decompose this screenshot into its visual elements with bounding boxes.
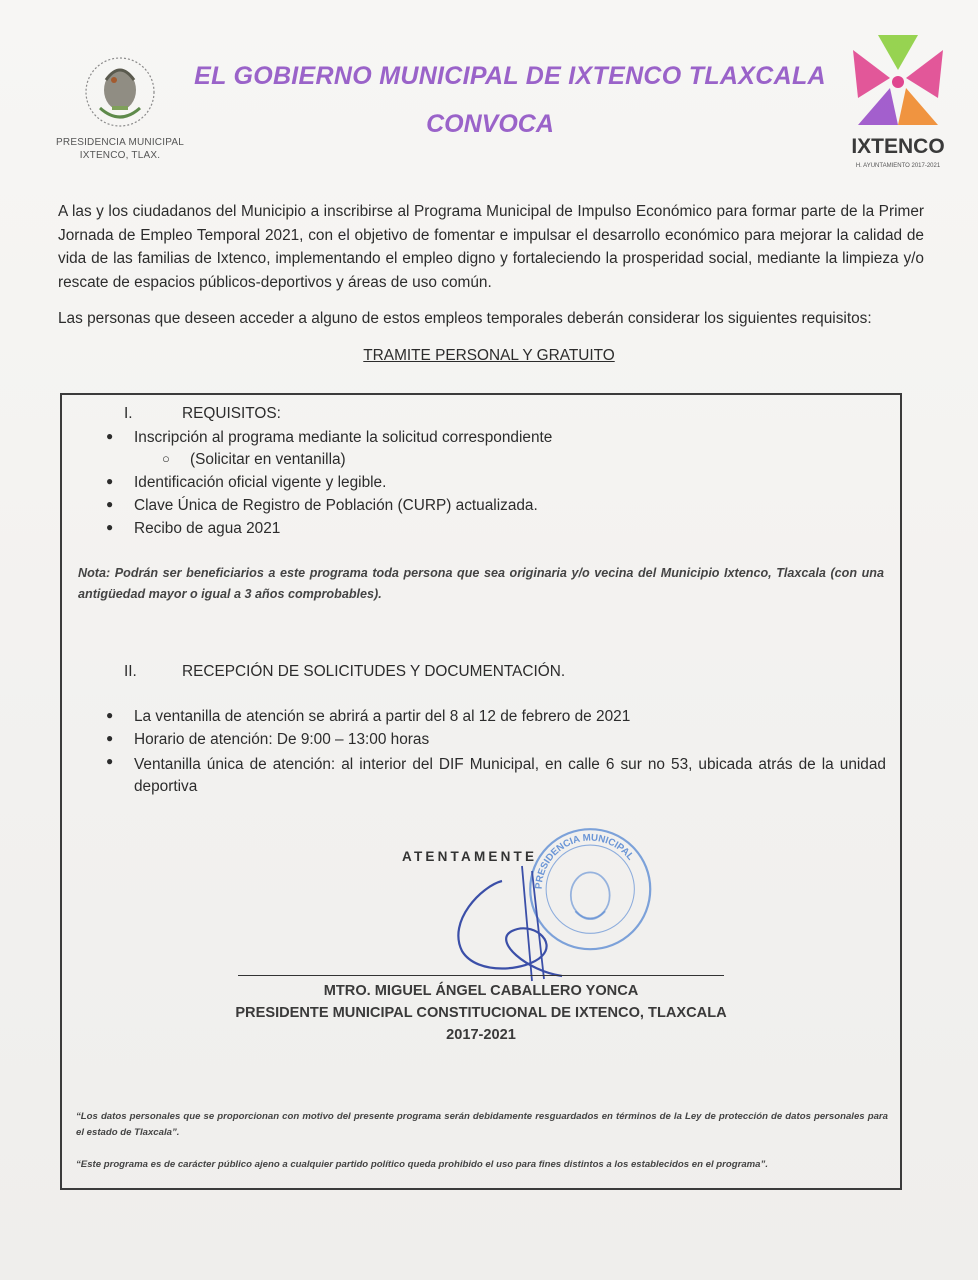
signer-term: 2017-2021 — [446, 1027, 516, 1043]
list-item-text: Identificación oficial vigente y legible. — [134, 474, 387, 491]
signature-mark — [432, 861, 592, 991]
bullet-icon: ● — [106, 497, 114, 511]
coat-of-arms-seal-icon — [70, 50, 170, 135]
list-item-text: Clave Única de Registro de Población (CURP) actualizada. — [134, 497, 538, 514]
intro-paragraph: A las y los ciudadanos del Municipio a inscribirse al Programa Municipal de Impulso Económico para formar parte de la Primer Jornada de Empleo Temporal 2021, con el objetivo de fomentar e impulsar el desarrollo económico para mejorar la calidad de vida de las familias de Ixtenco, implementando el empleo digno y fortaleciendo la prosperidad social, mediante la limpieza y/o rescate de espacios públicos-deportivos y áreas de uso común. — [58, 203, 924, 291]
tramite-heading: TRAMITE PERSONAL Y GRATUITO — [363, 347, 615, 364]
political-disclaimer: “Este programa es de carácter público ajeno a cualquier partido político queda prohibido el uso para fines distintos a los establecidos en el programa”. — [76, 1159, 768, 1170]
section-1-number: I. — [124, 405, 133, 422]
list-item-text: Inscripción al programa mediante la solicitud correspondiente — [134, 429, 553, 446]
signer-name: MTRO. MIGUEL ÁNGEL CABALLERO YONCA — [323, 983, 639, 999]
list-item-text: Recibo de agua 2021 — [134, 520, 281, 537]
section-1-title: REQUISITOS: — [182, 405, 281, 422]
section-2-title: RECEPCIÓN DE SOLICITUDES Y DOCUMENTACIÓN. — [182, 663, 566, 680]
signature-line — [238, 975, 724, 976]
logo-subtitle: H. AYUNTAMIENTO 2017-2021 — [855, 163, 941, 169]
bullet-icon: ● — [106, 429, 114, 443]
page-subtitle: CONVOCA — [426, 110, 554, 138]
seal-caption-line1: PRESIDENCIA MUNICIPAL — [56, 137, 184, 148]
requirements-box — [60, 393, 902, 1190]
eligibility-note: Nota: Podrán ser beneficiarios a este programa toda persona que sea originaria y/o vecina del Municipio Ixtenco, Tlaxcala (con una antigüedad mayor o igual a 3 años comprobables). — [78, 566, 884, 601]
bullet-icon: ● — [106, 754, 114, 768]
list-item-text: Ventanilla única de atención: al interior del DIF Municipal, en calle 6 sur no 53, ubicada atrás de la unidad deportiva — [134, 756, 886, 795]
stamp-text: PRESIDENCIA MUNICIPAL — [533, 832, 636, 890]
list-item-text: Horario de atención: De 9:00 – 13:00 horas — [134, 731, 430, 748]
seal-caption-line2: IXTENCO, TLAX. — [79, 150, 161, 161]
page-title: EL GOBIERNO MUNICIPAL DE IXTENCO TLAXCALA — [194, 62, 826, 90]
bullet-icon: ● — [106, 520, 114, 534]
list-item-text: La ventanilla de atención se abrirá a partir del 8 al 12 de febrero de 2021 — [134, 708, 631, 725]
seal-caption — [40, 136, 200, 162]
bullet-icon: ● — [106, 708, 114, 722]
hollow-bullet-icon: ○ — [162, 451, 170, 466]
bullet-icon: ● — [106, 474, 114, 488]
logo-name: IXTENCO — [851, 135, 945, 158]
list-subitem-text: (Solicitar en ventanilla) — [190, 451, 346, 468]
bullet-icon: ● — [106, 731, 114, 745]
requirements-intro: Las personas que deseen acceder a alguno de estos empleos temporales deberán considerar los siguientes requisitos: — [58, 310, 872, 327]
closing-text: ATENTAMENTE — [402, 849, 538, 864]
ixtenco-logo-icon — [848, 30, 948, 135]
section-2-number: II. — [124, 663, 137, 680]
signer-role: PRESIDENTE MUNICIPAL CONSTITUCIONAL DE IXTENCO, TLAXCALA — [235, 1005, 727, 1021]
privacy-notice: “Los datos personales que se proporcionan con motivo del presente programa serán debidamente resguardados en términos de la Ley de protección de datos personales para el estado de Tlaxcala”. — [76, 1111, 888, 1138]
